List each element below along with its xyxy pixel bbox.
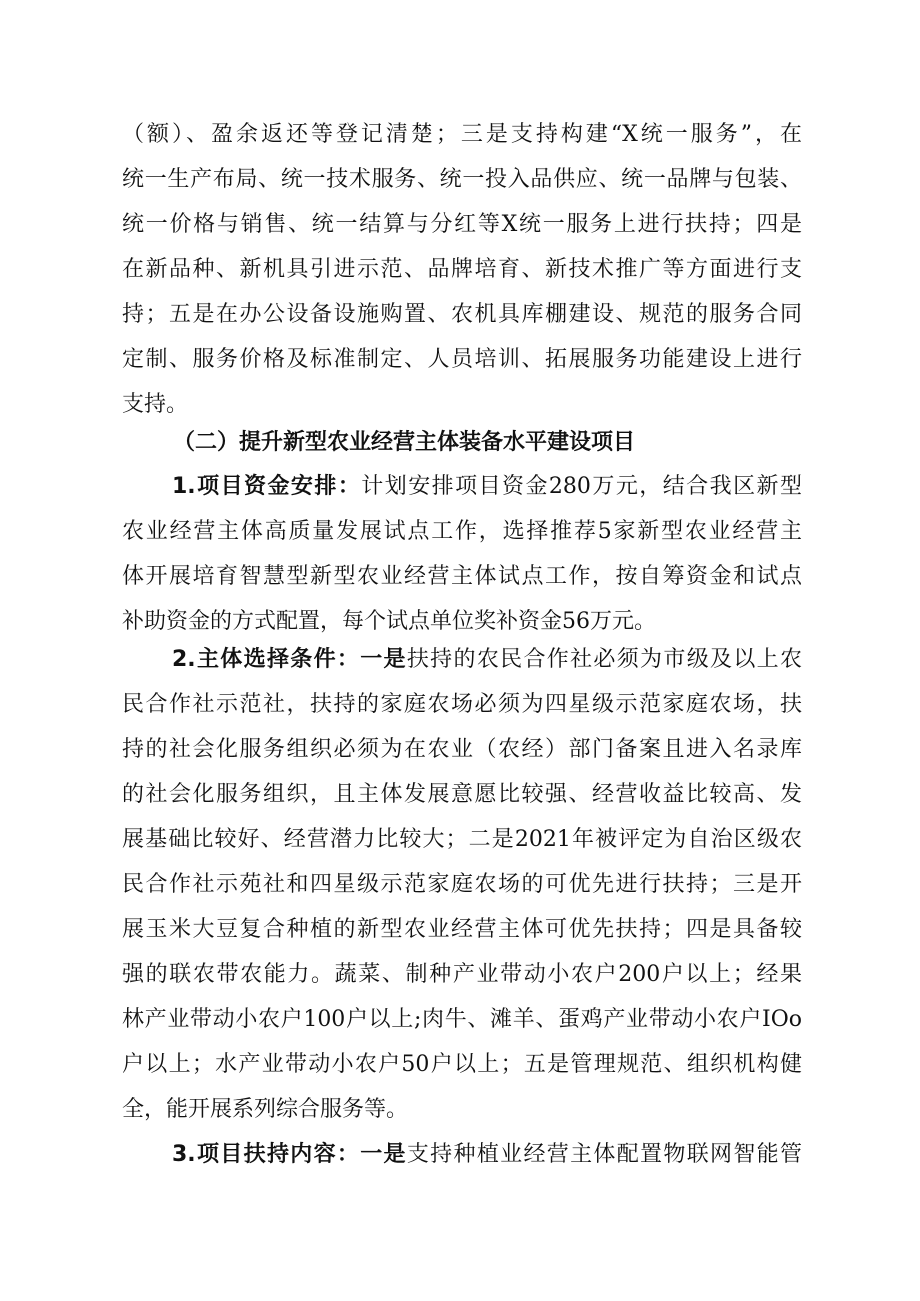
paragraph-line: 持；五是在办公设备设施购置、农机具库棚建设、规范的服务合同	[122, 302, 802, 327]
paragraph-line: 户以上；水产业带动小农户50户以上；五是管理规范、组织机构健	[122, 1052, 802, 1077]
paragraph-line: 体开展培育智慧型新型农业经营主体试点工作，按自筹资金和试点	[122, 564, 802, 589]
paragraph-line: 定制、服务价格及标准制定、人员培训、拓展服务功能建设上进行	[122, 347, 802, 372]
section-heading: （二）提升新型农业经营主体装备水平建设项目	[173, 430, 636, 455]
item-2-first-line	[172, 640, 802, 680]
item-2-emphasis: 一是	[360, 647, 407, 672]
paragraph-line: 的社会化服务组织，且主体发展意愿比较强、经营收益比较高、发	[122, 782, 802, 807]
paragraph-line: 展玉米大豆复合种植的新型农业经营主体可优先扶持；四是具备较	[122, 917, 802, 942]
paragraph-line: 农业经营主体高质量发展试点工作，选择推荐5家新型农业经营主	[122, 519, 802, 544]
item-1-text: 计划安排项目资金280万元，结合我区新型	[361, 474, 802, 499]
paragraph-line: 林产业带动小农户100户以上;肉牛、滩羊、蛋鸡产业带动小农户IOo	[122, 1007, 802, 1032]
paragraph-line: 展基础比较好、经营潜力比较大；二是2021年被评定为自治区级农	[122, 827, 802, 852]
paragraph-line: （额）、盈余返还等登记清楚；三是支持构建“X统一服务”，在	[122, 122, 802, 147]
item-3-label: 3.项目扶持内容：	[172, 1142, 361, 1167]
paragraph-line: 补助资金的方式配置，每个试点单位奖补资金56万元。	[122, 609, 656, 634]
item-3-emphasis: 一是	[360, 1142, 407, 1167]
paragraph-line: 民合作社示苑社和四星级示范家庭农场的可优先进行扶持；三是开	[122, 872, 802, 897]
paragraph-line: 在新品种、新机具引进示范、品牌培育、新技术推广等方面进行支	[122, 257, 802, 282]
item-3-text: 支持种植业经营主体配置物联网智能管	[406, 1142, 802, 1167]
item-3-first-line	[172, 1135, 802, 1175]
paragraph-line: 统一生产布局、统一技术服务、统一投入品供应、统一品牌与包装、	[122, 167, 802, 192]
paragraph-line: 统一价格与销售、统一结算与分红等X统一服务上进行扶持；四是	[122, 212, 802, 237]
paragraph-line: 持的社会化服务组织必须为在农业（农经）部门备案且进入名录库	[122, 737, 802, 762]
item-1-label: 1.项目资金安排：	[172, 474, 362, 499]
item-2-text: 扶持的农民合作社必须为市级及以上农	[406, 647, 802, 672]
paragraph-line: 民合作社示范社，扶持的家庭农场必须为四星级示范家庭农场，扶	[122, 692, 802, 717]
paragraph-line: 全，能开展系列综合服务等。	[122, 1097, 409, 1122]
item-2-label: 2.主体选择条件：	[172, 647, 361, 672]
paragraph-line: 支持。	[122, 392, 189, 417]
paragraph-line: 强的联农带农能力。蔬菜、制种产业带动小农户200户以上；经果	[122, 962, 802, 987]
item-1-first-line	[172, 467, 802, 507]
